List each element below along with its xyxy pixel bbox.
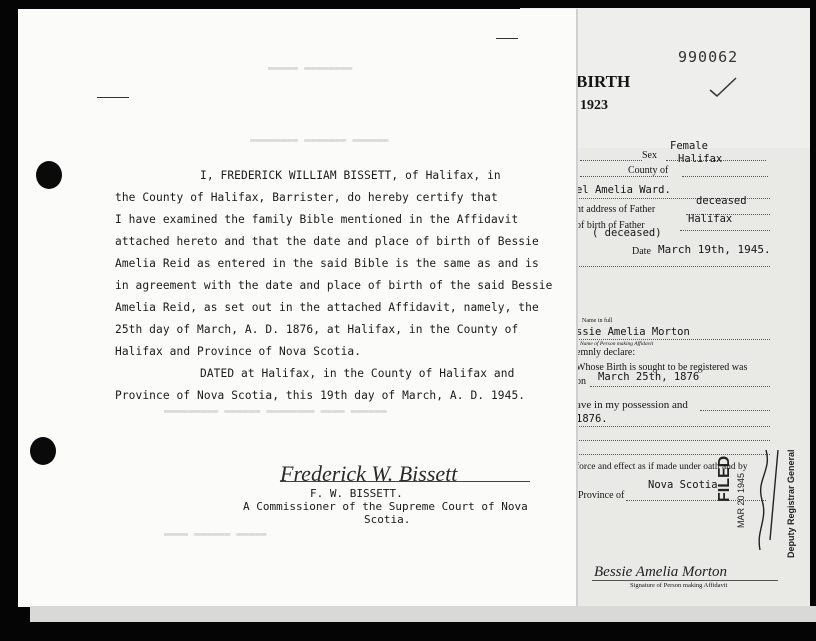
date-value: March 19th, 1945. bbox=[658, 243, 771, 256]
stamp-registrar: Deputy Registrar General bbox=[786, 449, 796, 558]
commissioner-certificate-page bbox=[18, 9, 576, 607]
declare-text: emnly declare: bbox=[576, 347, 636, 358]
name-in-full-label: Name in full bbox=[582, 318, 613, 324]
stamp-date: MAR 20 1945 bbox=[736, 472, 746, 528]
dotted-line bbox=[680, 230, 770, 231]
dotted-line bbox=[682, 176, 768, 177]
sex-label: Sex bbox=[642, 150, 657, 161]
county-label: County of bbox=[628, 165, 669, 176]
person-signature: Bessie Amelia Morton bbox=[594, 564, 728, 580]
mother-name-fragment: el Amelia Ward. bbox=[576, 184, 671, 196]
province-label: Province of bbox=[578, 490, 625, 501]
signer-name: F. W. BISSETT. bbox=[310, 487, 403, 500]
punch-hole bbox=[30, 437, 56, 465]
certificate-line: 25th day of March, A. D. 1876, at Halifax, in the County of bbox=[115, 323, 519, 336]
registrar-stamp bbox=[708, 430, 798, 570]
commissioner-signature: Frederick W. Bissett bbox=[280, 461, 458, 486]
dotted-line bbox=[576, 426, 770, 427]
certificate-line: in agreement with the date and place of birth of the said Bessie bbox=[115, 279, 553, 292]
certificate-line: Halifax and Province of Nova Scotia. bbox=[115, 345, 362, 358]
signer-title-line-1: A Commissioner of the Supreme Court of Nova bbox=[243, 500, 528, 513]
date-label: Date bbox=[632, 246, 651, 257]
bleed-through: ▬▬▬▬▬▬▬▬ ▬▬▬▬▬▬▬ ▬▬▬▬▬▬ bbox=[250, 135, 389, 146]
dotted-line bbox=[590, 386, 770, 387]
signer-title-line-2: Scotia. bbox=[364, 513, 411, 526]
dotted-line bbox=[700, 410, 770, 411]
father-address-value: deceased bbox=[696, 195, 747, 207]
dotted-line bbox=[580, 176, 668, 177]
certificate-line: Amelia Reid as entered in the said Bible is the same as and is bbox=[115, 257, 539, 270]
dotted-line bbox=[576, 266, 770, 267]
certificate-line: attached hereto and that the date and place of birth of Bessie bbox=[115, 235, 539, 248]
punch-hole bbox=[36, 161, 62, 189]
force-effect-text: force and effect as if made under oath and by bbox=[576, 462, 748, 472]
whose-birth-text: Whose Birth is sought to be registered was bbox=[576, 362, 748, 373]
paper-bottom-edge bbox=[30, 606, 816, 622]
form-year-fragment: 1923 bbox=[580, 98, 608, 113]
signature-line bbox=[280, 481, 530, 482]
possession-text: ave in my possession and bbox=[576, 399, 688, 411]
certificate-line: Amelia Reid, as set out in the attached Affidavit, namely, the bbox=[115, 301, 539, 314]
mother-status-value: ( deceased) bbox=[592, 227, 662, 239]
bleed-through: ▬▬▬▬▬▬▬▬▬ ▬▬▬▬▬▬ ▬▬▬▬▬▬▬▬ ▬▬▬▬ ▬▬▬▬▬▬ bbox=[164, 406, 387, 417]
bleed-through: ▬▬▬▬▬ ▬▬▬▬▬▬▬▬ bbox=[268, 63, 353, 74]
father-birth-label: of birth of Father bbox=[576, 220, 645, 231]
county-value: Halifax bbox=[678, 153, 723, 165]
birth-date-value: March 25th, 1876 bbox=[598, 371, 700, 383]
sex-value: Female bbox=[670, 140, 708, 152]
on-text: on bbox=[576, 376, 586, 387]
certificate-line: I, FREDERICK WILLIAM BISSETT, of Halifax, in bbox=[200, 169, 501, 182]
father-birth-value: Halifax bbox=[688, 213, 733, 225]
signature-label: Signature of Person making Affidavit bbox=[630, 582, 728, 589]
certificate-line: DATED at Halifax, in the County of Halifax and bbox=[200, 367, 515, 380]
bleed-through: ▬▬▬▬ ▬▬▬▬▬▬ ▬▬▬▬▬ bbox=[164, 529, 267, 540]
dotted-line bbox=[580, 160, 642, 161]
registrar-initials-icon bbox=[748, 430, 788, 560]
corner-mark bbox=[97, 97, 129, 98]
father-address-label: nt address of Father bbox=[576, 204, 656, 215]
corner-mark bbox=[496, 38, 518, 39]
province-value: Nova Scotia bbox=[648, 479, 718, 491]
form-title-fragment: BIRTH bbox=[576, 72, 631, 91]
person-making-affidavit-label: Name of Person making Affidavit bbox=[580, 341, 654, 347]
certificate-line: the County of Halifax, Barrister, do hereby certify that bbox=[115, 191, 498, 204]
certificate-line: I have examined the family Bible mentioned in the Affidavit bbox=[115, 213, 519, 226]
stamp-filed: FILED bbox=[716, 455, 733, 502]
signature-line bbox=[592, 580, 778, 581]
check-mark-icon bbox=[708, 76, 738, 98]
year-1876: 1876. bbox=[576, 413, 608, 425]
person-name-value: ssie Amelia Morton bbox=[576, 326, 690, 338]
certificate-line: Province of Nova Scotia, this 19th day of March, A. D. 1945. bbox=[115, 389, 526, 402]
dotted-line bbox=[576, 339, 770, 340]
document-number: 990062 bbox=[678, 48, 739, 66]
